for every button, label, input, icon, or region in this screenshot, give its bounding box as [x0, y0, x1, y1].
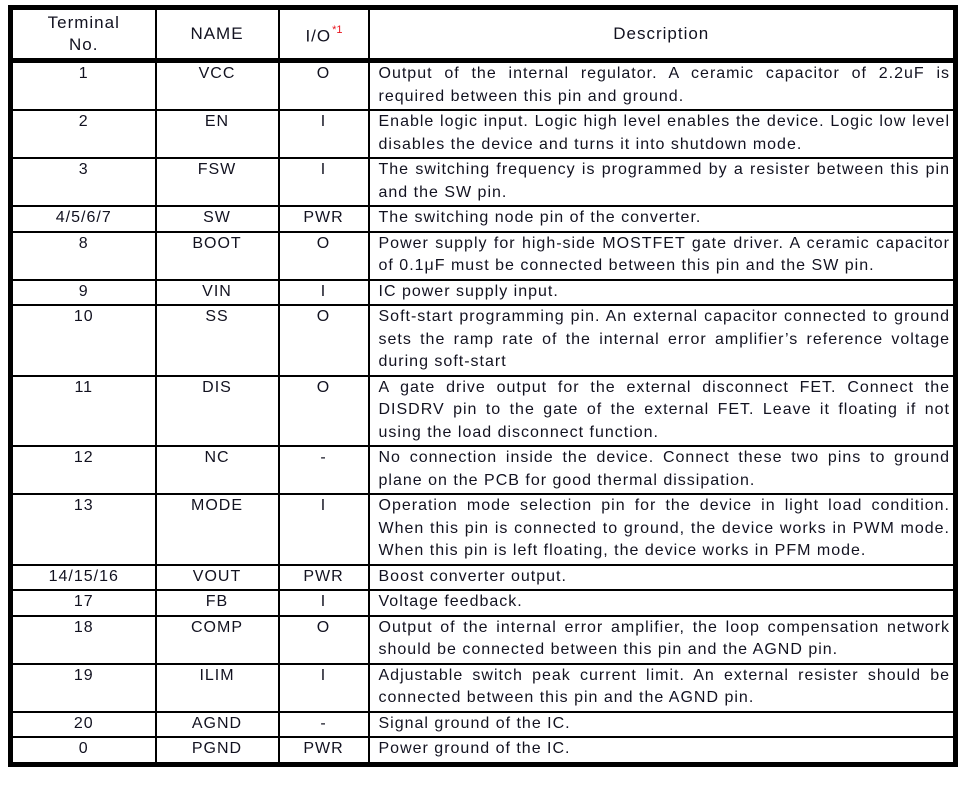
io-cell: I — [279, 158, 369, 206]
description-cell: IC power supply input. — [369, 280, 956, 306]
io-cell: - — [279, 712, 369, 738]
io-cell: PWR — [279, 565, 369, 591]
terminal-no-cell: 17 — [11, 590, 156, 616]
pin-name-cell: FSW — [156, 158, 279, 206]
description-cell: Adjustable switch peak current limit. An external resister should be connected between this pin and the AGND pin. — [369, 664, 956, 712]
pin-name-cell: BOOT — [156, 232, 279, 280]
col-header-io — [279, 8, 369, 61]
col-header-io-label: I/O — [305, 26, 332, 46]
col-header-name — [156, 8, 279, 61]
pin-name-cell: PGND — [156, 737, 279, 764]
description-cell: Power ground of the IC. — [369, 737, 956, 764]
table-row — [11, 494, 956, 565]
terminal-no-cell: 13 — [11, 494, 156, 565]
table-row — [11, 712, 956, 738]
description-cell: Enable logic input. Logic high level enables the device. Logic low level disables the device and turns it into shutdown mode. — [369, 110, 956, 158]
terminal-no-cell: 18 — [11, 616, 156, 664]
io-cell: I — [279, 664, 369, 712]
table-row — [11, 737, 956, 764]
terminal-no-cell: 11 — [11, 376, 156, 447]
table-row — [11, 280, 956, 306]
pin-name-cell: VOUT — [156, 565, 279, 591]
io-cell: I — [279, 494, 369, 565]
col-header-terminal-line1: Terminal — [47, 13, 120, 32]
col-header-terminal-line2: No. — [69, 35, 99, 54]
description-cell: Signal ground of the IC. — [369, 712, 956, 738]
pin-name-cell: DIS — [156, 376, 279, 447]
table-row — [11, 110, 956, 158]
pin-name-cell: NC — [156, 446, 279, 494]
io-cell: O — [279, 232, 369, 280]
pin-name-cell: MODE — [156, 494, 279, 565]
description-cell: No connection inside the device. Connect these two pins to ground plane on the PCB for good thermal dissipation. — [369, 446, 956, 494]
pin-description-table — [8, 5, 958, 767]
description-cell: A gate drive output for the external disconnect FET. Connect the DISDRV pin to the gate of the external FET. Leave it floating if not using the load disconnect function. — [369, 376, 956, 447]
pin-name-cell: SS — [156, 305, 279, 376]
io-cell: - — [279, 446, 369, 494]
terminal-no-cell: 20 — [11, 712, 156, 738]
io-cell: O — [279, 376, 369, 447]
pin-name-cell: ILIM — [156, 664, 279, 712]
terminal-no-cell: 10 — [11, 305, 156, 376]
io-footnote-marker: *1 — [332, 23, 343, 36]
io-cell: O — [279, 305, 369, 376]
pin-name-cell: VCC — [156, 61, 279, 111]
pin-name-cell: FB — [156, 590, 279, 616]
terminal-no-cell: 12 — [11, 446, 156, 494]
io-cell: PWR — [279, 206, 369, 232]
description-cell: The switching node pin of the converter. — [369, 206, 956, 232]
table-row — [11, 446, 956, 494]
terminal-no-cell: 2 — [11, 110, 156, 158]
io-cell: PWR — [279, 737, 369, 764]
table-row — [11, 305, 956, 376]
description-cell: Soft-start programming pin. An external capacitor connected to ground sets the ramp rate of the internal error amplifier’s reference voltage during soft-start — [369, 305, 956, 376]
table-row — [11, 158, 956, 206]
terminal-no-cell: 4/5/6/7 — [11, 206, 156, 232]
description-cell: Output of the internal regulator. A ceramic capacitor of 2.2uF is required between this pin and ground. — [369, 61, 956, 111]
table-row — [11, 61, 956, 111]
terminal-no-cell: 0 — [11, 737, 156, 764]
table-row — [11, 590, 956, 616]
description-cell: Power supply for high-side MOSTFET gate driver. A ceramic capacitor of 0.1μF must be connected between this pin and the SW pin. — [369, 232, 956, 280]
pin-name-cell: EN — [156, 110, 279, 158]
pin-name-cell: SW — [156, 206, 279, 232]
table-row — [11, 376, 956, 447]
io-cell: I — [279, 590, 369, 616]
terminal-no-cell: 9 — [11, 280, 156, 306]
terminal-no-cell: 19 — [11, 664, 156, 712]
description-cell: Voltage feedback. — [369, 590, 956, 616]
io-cell: O — [279, 61, 369, 111]
pin-name-cell: VIN — [156, 280, 279, 306]
terminal-no-cell: 1 — [11, 61, 156, 111]
table-row — [11, 616, 956, 664]
terminal-no-cell: 8 — [11, 232, 156, 280]
description-cell: Output of the internal error amplifier, the loop compensation network should be connected between this pin and the AGND pin. — [369, 616, 956, 664]
table-row — [11, 664, 956, 712]
terminal-no-cell: 3 — [11, 158, 156, 206]
io-cell: I — [279, 280, 369, 306]
table-row — [11, 565, 956, 591]
table-row — [11, 206, 956, 232]
col-header-description-label: Description — [613, 24, 710, 43]
description-cell: Boost converter output. — [369, 565, 956, 591]
col-header-terminal-no — [11, 8, 156, 61]
pin-name-cell: AGND — [156, 712, 279, 738]
io-cell: I — [279, 110, 369, 158]
pin-name-cell: COMP — [156, 616, 279, 664]
description-cell: The switching frequency is programmed by a resister between this pin and the SW pin. — [369, 158, 956, 206]
terminal-no-cell: 14/15/16 — [11, 565, 156, 591]
table-header-row — [11, 8, 956, 61]
col-header-name-label: NAME — [190, 24, 244, 43]
io-cell: O — [279, 616, 369, 664]
col-header-description — [369, 8, 956, 61]
description-cell: Operation mode selection pin for the device in light load condition. When this pin is connected to ground, the device works in PWM mode. When this pin is left floating, the device works in PFM mode. — [369, 494, 956, 565]
table-row — [11, 232, 956, 280]
